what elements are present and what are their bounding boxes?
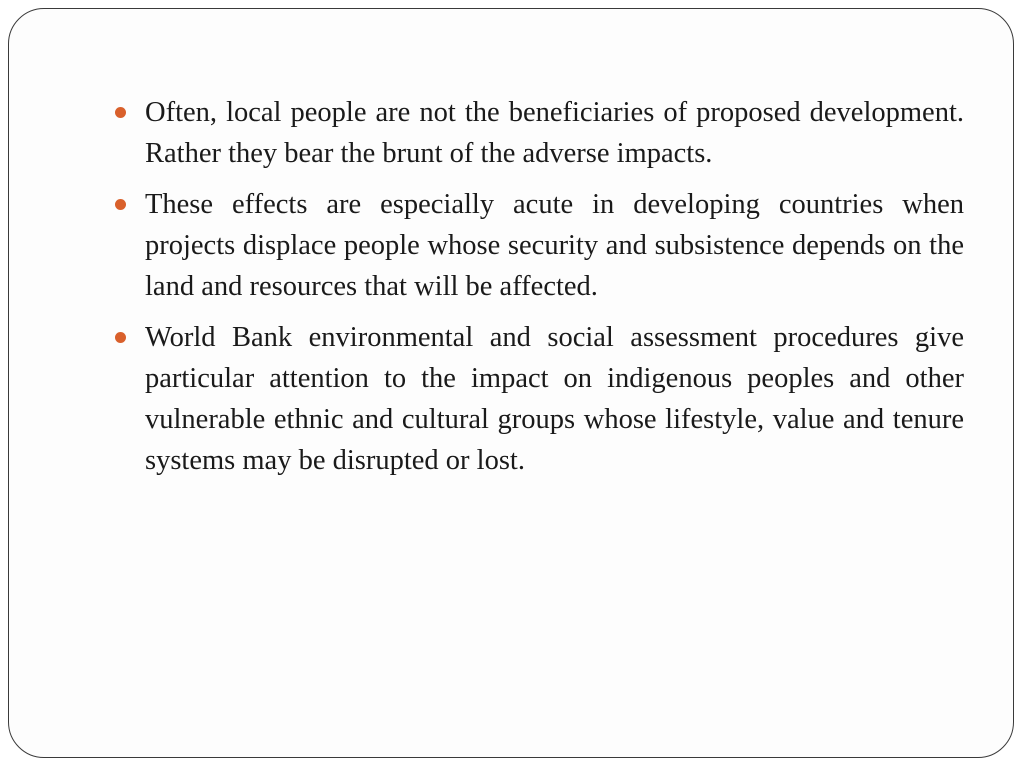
bullet-item-3 [112, 317, 964, 481]
bullet-dot-icon [115, 332, 126, 343]
bullet-item-1 [112, 92, 964, 174]
bullet-item-2 [112, 184, 964, 307]
bullet-dot-icon [115, 199, 126, 210]
bullet-text-2: These effects are especially acute in developing countries when projects displace people whose security and subsistence depends on the land and resources that will be affected. [145, 189, 964, 302]
bullet-text-3: World Bank environmental and social assessment procedures give particular attention to the impact on indigenous peoples and other vulnerable ethnic and cultural groups whose lifestyle, value and tenure systems may be disrupted or lost. [145, 322, 964, 476]
bullet-dot-icon [115, 107, 126, 118]
bullet-list [112, 92, 964, 491]
bullet-text-1: Often, local people are not the beneficiaries of proposed development. Rather they bear the brunt of the adverse impacts. [145, 97, 964, 169]
